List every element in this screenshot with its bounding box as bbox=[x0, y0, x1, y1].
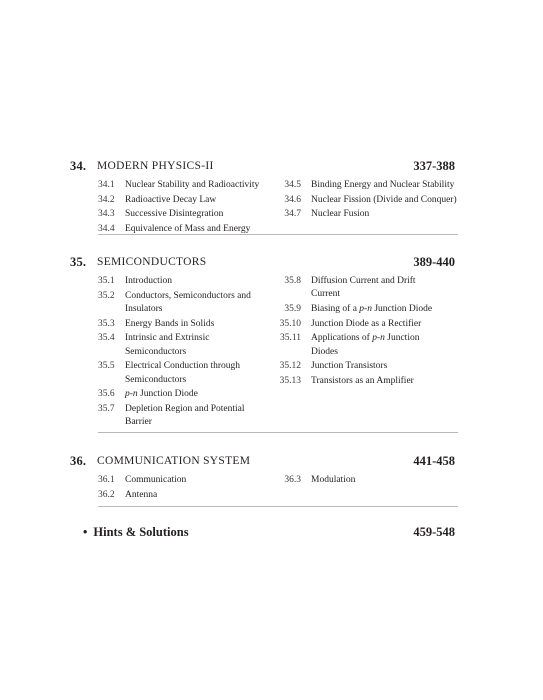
section-number: 35.7 bbox=[98, 403, 115, 414]
section-title: Introduction bbox=[125, 276, 172, 286]
chapter-34 bbox=[70, 159, 459, 234]
section-item[interactable] bbox=[98, 275, 288, 288]
hints-pages: 459-548 bbox=[413, 525, 455, 539]
hints-and-solutions-entry[interactable] bbox=[83, 525, 459, 543]
section-number: 34.6 bbox=[284, 194, 301, 205]
section-number: 35.8 bbox=[284, 276, 301, 286]
section-title: Junction Diode as a Rectifier bbox=[311, 318, 422, 329]
section-item[interactable] bbox=[98, 403, 288, 430]
section-list-right bbox=[281, 275, 461, 389]
section-number: 34.7 bbox=[284, 209, 301, 220]
divider bbox=[98, 234, 458, 235]
section-item[interactable] bbox=[281, 194, 461, 207]
chapter-pages: 441-458 bbox=[413, 454, 455, 468]
chapter-36 bbox=[70, 454, 459, 500]
chapter-pages: 337-388 bbox=[413, 159, 455, 173]
section-number: 35.4 bbox=[98, 333, 115, 344]
section-item[interactable] bbox=[281, 303, 461, 316]
section-number: 35.6 bbox=[98, 389, 115, 400]
section-item[interactable] bbox=[281, 474, 461, 487]
section-title: Electrical Conduction through Semiconductors bbox=[125, 361, 241, 385]
section-number: 35.5 bbox=[98, 361, 115, 372]
section-number: 35.2 bbox=[98, 290, 115, 301]
section-title: Biasing of a p-n Junction Diode bbox=[311, 304, 433, 314]
section-number: 34.5 bbox=[284, 180, 301, 190]
section-item[interactable] bbox=[281, 318, 461, 331]
chapter-number: 36. bbox=[70, 454, 87, 468]
divider bbox=[98, 432, 458, 433]
hints-label-group bbox=[83, 525, 189, 540]
section-list-left bbox=[98, 179, 288, 237]
section-title: Energy Bands in Solids bbox=[125, 318, 215, 329]
section-title: Nuclear Fission (Divide and Conquer) bbox=[311, 194, 457, 205]
divider bbox=[98, 506, 458, 507]
chapter-header bbox=[70, 255, 459, 273]
section-item[interactable] bbox=[98, 208, 288, 221]
section-item[interactable] bbox=[281, 179, 461, 192]
chapter-number: 35. bbox=[70, 255, 87, 269]
chapter-title[interactable]: SEMICONDUCTORS bbox=[97, 256, 207, 268]
chapter-35 bbox=[70, 255, 459, 428]
section-list-right bbox=[281, 179, 461, 223]
section-item[interactable] bbox=[98, 332, 288, 359]
section-title: Transistors as an Amplifier bbox=[311, 375, 414, 386]
section-list-left bbox=[98, 474, 288, 503]
section-item[interactable] bbox=[98, 474, 288, 487]
section-list-left bbox=[98, 275, 288, 431]
section-item[interactable] bbox=[281, 275, 461, 302]
section-title: Communication bbox=[125, 475, 187, 485]
section-title: Antenna bbox=[125, 489, 158, 500]
section-title: Applications of p-n Junction Diodes bbox=[311, 333, 420, 357]
section-number: 35.10 bbox=[279, 318, 301, 329]
section-title: Binding Energy and Nuclear Stability bbox=[311, 180, 455, 190]
hints-label: Hints & Solutions bbox=[93, 525, 189, 539]
section-item[interactable] bbox=[98, 290, 288, 317]
section-number: 36.1 bbox=[98, 475, 115, 485]
section-title: Junction Transistors bbox=[311, 361, 388, 372]
section-title: Conductors, Semiconductors and Insulators bbox=[125, 290, 251, 314]
section-number: 34.3 bbox=[98, 209, 115, 220]
section-title: Equivalence of Mass and Energy bbox=[125, 223, 251, 234]
section-number: 35.13 bbox=[279, 375, 301, 386]
section-number: 34.2 bbox=[98, 194, 115, 205]
section-number: 34.1 bbox=[98, 180, 115, 190]
bullet-icon: • bbox=[83, 525, 88, 539]
section-item[interactable] bbox=[281, 208, 461, 221]
chapter-header bbox=[70, 159, 459, 177]
section-item[interactable] bbox=[98, 194, 288, 207]
section-item[interactable] bbox=[98, 489, 288, 502]
section-number: 35.12 bbox=[279, 361, 301, 372]
section-item[interactable] bbox=[98, 179, 288, 192]
chapter-title[interactable]: MODERN PHYSICS-II bbox=[97, 160, 214, 172]
section-item[interactable] bbox=[98, 388, 288, 401]
section-item[interactable] bbox=[98, 318, 288, 331]
section-title: Successive Disintegration bbox=[125, 209, 224, 220]
section-item[interactable] bbox=[281, 332, 461, 359]
chapter-title[interactable]: COMMUNICATION SYSTEM bbox=[97, 455, 251, 467]
section-number: 35.3 bbox=[98, 318, 115, 329]
section-title: p-n Junction Diode bbox=[125, 389, 198, 400]
section-title: Diffusion Current and Drift Current bbox=[311, 276, 416, 300]
section-title: Nuclear Stability and Radioactivity bbox=[125, 180, 260, 190]
section-number: 35.1 bbox=[98, 276, 115, 286]
section-title: Modulation bbox=[311, 475, 356, 485]
section-number: 35.9 bbox=[284, 304, 301, 314]
section-title: Intrinsic and Extrinsic Semiconductors bbox=[125, 333, 210, 357]
section-item[interactable] bbox=[98, 360, 288, 387]
section-item[interactable] bbox=[281, 375, 461, 388]
section-number: 35.11 bbox=[279, 333, 301, 344]
section-number: 36.2 bbox=[98, 489, 115, 500]
section-number: 36.3 bbox=[284, 475, 301, 485]
section-title: Radioactive Decay Law bbox=[125, 194, 217, 205]
chapter-header bbox=[70, 454, 459, 472]
section-title: Nuclear Fusion bbox=[311, 209, 370, 220]
section-item[interactable] bbox=[281, 360, 461, 373]
chapter-number: 34. bbox=[70, 159, 87, 173]
section-list-right bbox=[281, 474, 461, 489]
section-title: Depletion Region and Potential Barrier bbox=[125, 403, 245, 428]
section-number: 34.4 bbox=[98, 223, 115, 234]
chapter-pages: 389-440 bbox=[413, 255, 455, 269]
